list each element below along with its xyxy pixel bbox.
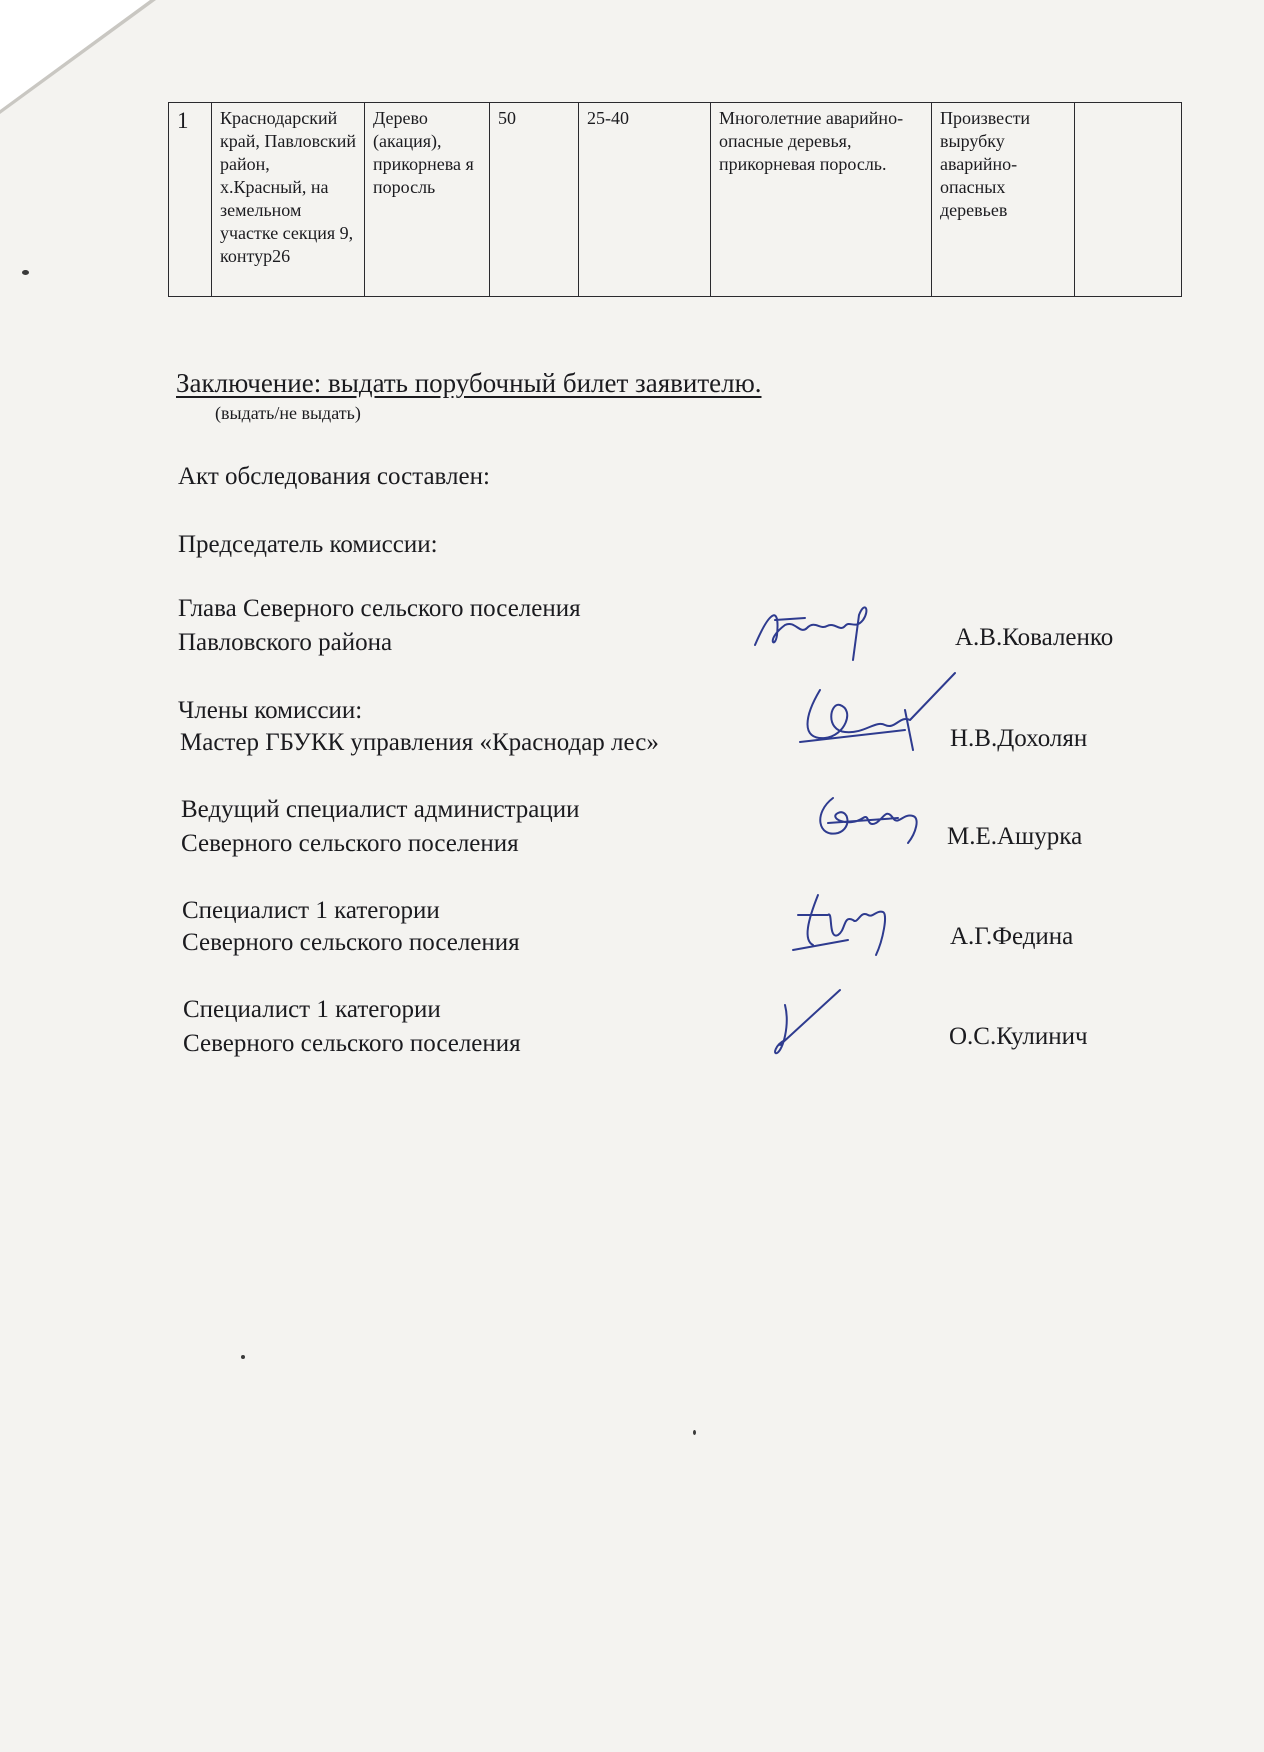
diameter-cell: 25-40 [579, 103, 711, 297]
note-cell [1075, 103, 1182, 297]
chair-position-line1: Глава Северного сельского поселения [178, 595, 581, 622]
member-2-signature-icon [808, 778, 928, 848]
action-cell: Произвести вырубку аварийно-опасных деревьев [932, 103, 1075, 297]
chair-position-line2: Павловского района [178, 629, 393, 656]
member-4-position-line2: Северного сельского поселения [183, 1030, 521, 1057]
page-corner-fold [0, 0, 150, 110]
member-2-position-line1: Ведущий специалист администрации [181, 796, 580, 823]
chair-signature-icon [745, 590, 895, 670]
member-2-name: М.Е.Ашурка [947, 823, 1083, 850]
member-4-signature-icon [765, 985, 845, 1060]
member-3-position-line2: Северного сельского поселения [182, 929, 520, 956]
member-3-name: А.Г.Федина [950, 923, 1074, 950]
member-4-position-line1: Специалист 1 категории [183, 996, 441, 1023]
members-heading: Члены комиссии: [178, 697, 363, 724]
member-1-name: Н.В.Дохолян [950, 725, 1088, 752]
survey-table [168, 102, 1182, 297]
member-3-signature-icon [788, 880, 903, 960]
member-1-signature-icon [785, 670, 960, 755]
scan-speck [693, 1430, 696, 1435]
chair-name: А.В.Коваленко [955, 624, 1114, 651]
species-cell: Дерево (акация), прикорнева я поросль [365, 103, 490, 297]
act-heading: Акт обследования составлен: [178, 463, 490, 490]
table-row [169, 103, 1182, 297]
scan-speck [22, 270, 29, 275]
count-cell: 50 [490, 103, 579, 297]
condition-cell: Многолетние аварийно-опасные деревья, прикорневая поросль. [711, 103, 932, 297]
chair-heading: Председатель комиссии: [178, 531, 438, 558]
row-number-cell: 1 [169, 103, 212, 297]
member-2-position-line2: Северного сельского поселения [181, 830, 519, 857]
scan-speck [241, 1355, 245, 1359]
conclusion-hint: (выдать/не выдать) [215, 403, 361, 423]
member-4-name: О.С.Кулинич [949, 1023, 1088, 1050]
member-3-position-line1: Специалист 1 категории [182, 897, 440, 924]
conclusion-text: Заключение: выдать порубочный билет заявителю. [176, 368, 762, 398]
member-1-position: Мастер ГБУКК управления «Краснодар лес» [180, 729, 659, 756]
location-cell: Краснодарский край, Павловский район, х.Красный, на земельном участке секция 9, контур26 [212, 103, 365, 297]
